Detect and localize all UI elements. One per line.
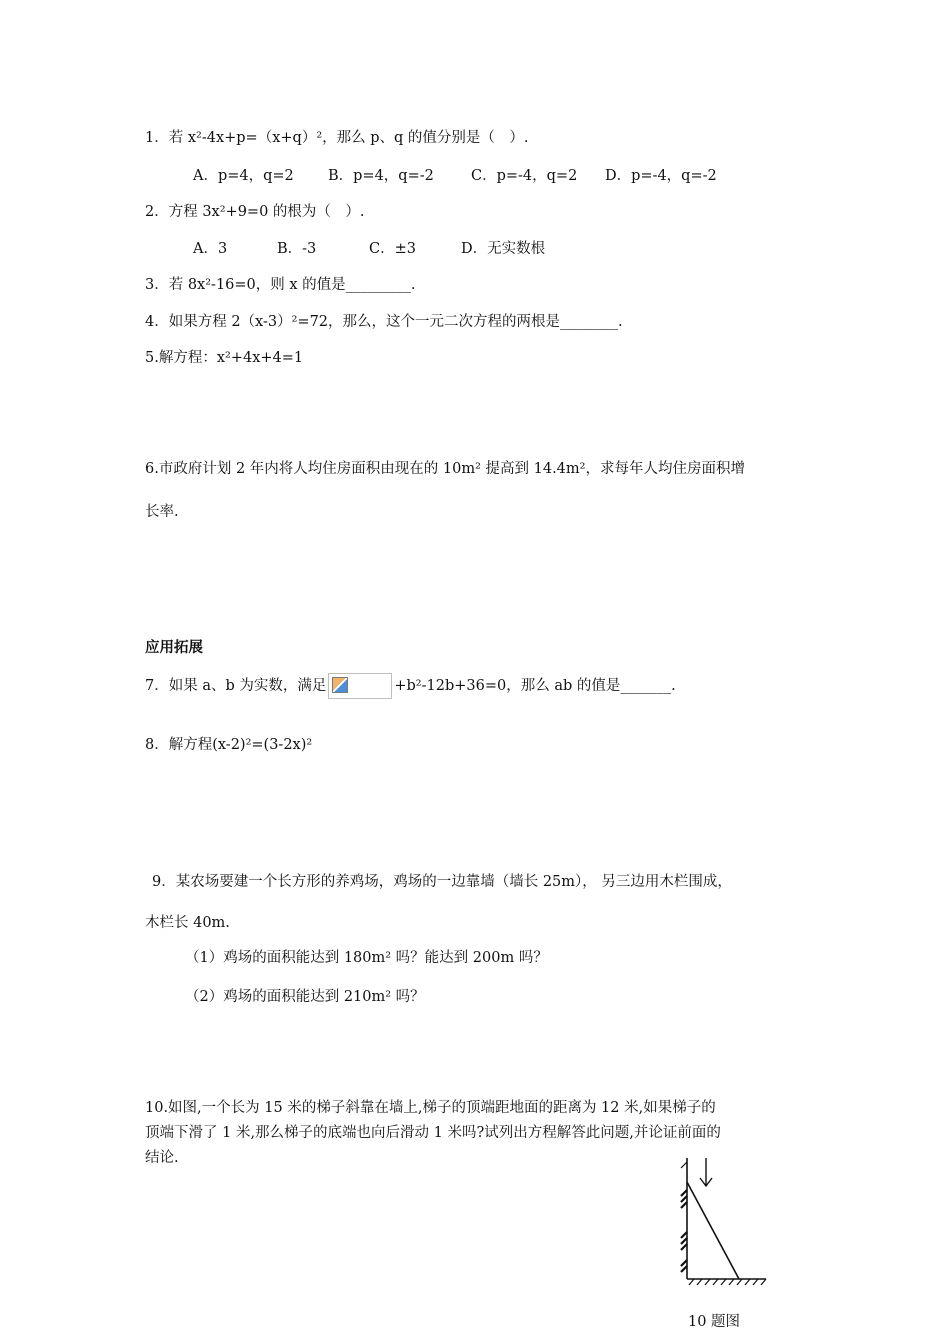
question-5-stem: 5.解方程：x²+4x+4=1	[145, 350, 304, 366]
ground	[687, 1279, 766, 1285]
q7-text-before: 7．如果 a、b 为实数，满足	[145, 678, 327, 694]
question-9-sub-2: （2）鸡场的面积能达到 210m² 吗？	[185, 989, 425, 1005]
q2-option-b: B．-3	[277, 241, 317, 257]
question-1-stem: 1．若 x²-4x+p=（x+q）²，那么 p、q 的值分别是（ ）.	[145, 130, 529, 146]
q1-option-c: C．p=-4，q=2	[471, 168, 578, 184]
question-6-line-1: 6.市政府计划 2 年内将人均住房面积由现在的 10m² 提高到 14.4m²，求每年人均住房面积增	[145, 461, 745, 477]
question-4-stem: 4．如果方程 2（x-3）²=72，那么，这个一元二次方程的两根是________.	[145, 314, 623, 330]
section-title: 应用拓展	[145, 640, 203, 656]
q7-text-after: +b²-12b+36=0，那么 ab 的值是_______.	[394, 678, 676, 694]
question-9-line-2: 木栏长 40m.	[145, 915, 230, 931]
question-9-sub-1: （1）鸡场的面积能达到 180m² 吗？能达到 200m 吗？	[185, 950, 548, 966]
question-7	[145, 673, 676, 699]
figure-caption: 10 题图	[688, 1314, 741, 1330]
down-arrow-icon	[700, 1158, 712, 1186]
question-3-stem: 3．若 8x²-16=0，则 x 的值是_________.	[145, 277, 416, 293]
question-9-line-1: 9．某农场要建一个长方形的养鸡场，鸡场的一边靠墙（墙长 25m）， 另三边用木栏围成，	[152, 874, 732, 890]
question-2-options	[193, 237, 545, 258]
question-10-line-3: 结论.	[145, 1150, 179, 1166]
wall	[681, 1158, 687, 1279]
q2-option-d: D．无实数根	[461, 241, 546, 257]
question-10-line-1: 10.如图,一个长为 15 米的梯子斜靠在墙上,梯子的顶端距地面的距离为 12 米,如果梯子的	[145, 1100, 716, 1116]
q1-option-b: B．p=4，q=-2	[328, 168, 434, 184]
question-2-stem: 2．方程 3x²+9=0 的根为（ ）.	[145, 204, 365, 220]
question-10-line-2: 顶端下滑了 1 米,那么梯子的底端也向后滑动 1 米吗?试列出方程解答此问题,并论证前面的	[145, 1125, 721, 1141]
question-1-options	[193, 164, 717, 185]
image-icon	[332, 677, 348, 693]
q2-option-a: A．3	[193, 241, 228, 257]
ladder	[687, 1182, 739, 1279]
question-6-line-2: 长率.	[145, 504, 179, 520]
q1-option-a: A．p=4，q=2	[193, 168, 294, 184]
q1-option-d: D．p=-4，q=-2	[605, 168, 717, 184]
broken-image-placeholder	[328, 673, 392, 699]
question-8-stem: 8．解方程(x-2)²=(3-2x)²	[145, 737, 313, 753]
q2-option-c: C．±3	[369, 241, 416, 257]
